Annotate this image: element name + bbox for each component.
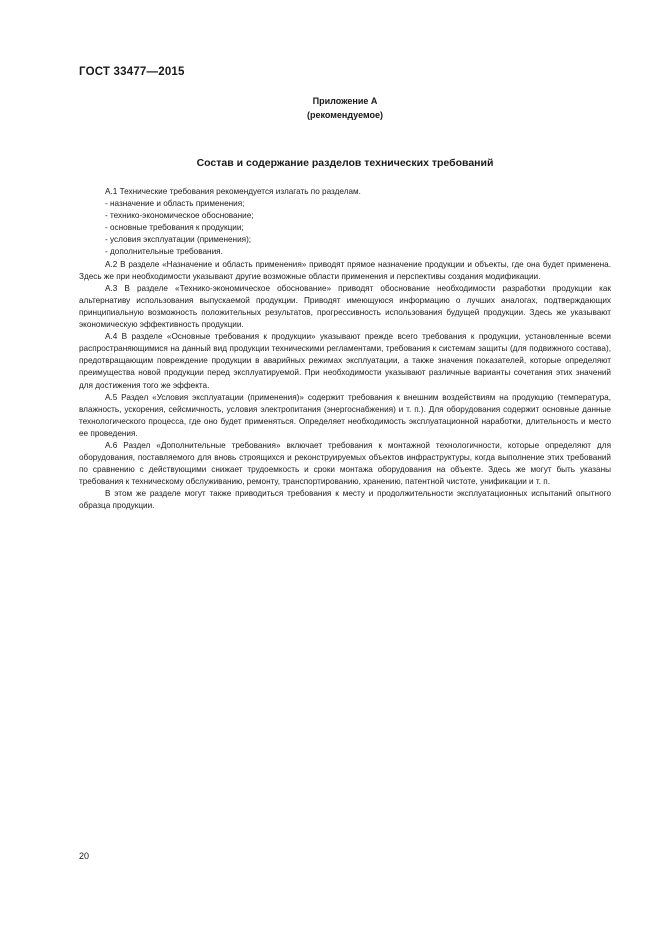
paragraph-a2: А.2 В разделе «Назначение и область применения» приводят прямое назначение продукции и объекты, где она будет применена. Здесь же при необходимости указывают другие возможные области применения и перспективы создания модификации. bbox=[79, 259, 611, 281]
section-title: Состав и содержание разделов технических требований bbox=[196, 157, 494, 169]
paragraph-a5: А.5 Раздел «Условия эксплуатации (применения)» содержит требования к внешним воздействиям на продукцию (температура, влажность, ускорения, сейсмичность, условия электропитания (энергоснабжения) и т. п.). Для оборудования содержит основные данные технологического процесса, где оно будет применяться. Определяет необходимость эксплуатационной наработки, длительность и место ее проведения. bbox=[79, 392, 611, 438]
appendix-subtitle: (рекомендуемое) bbox=[307, 110, 383, 120]
sections-list bbox=[79, 198, 611, 258]
paragraph-a1: А.1 Технические требования рекомендуется излагать по разделам. bbox=[105, 187, 361, 196]
list-item: - условия эксплуатации (применения); bbox=[105, 235, 252, 245]
list-item: - технико-экономическое обоснование; bbox=[105, 211, 254, 221]
body-text bbox=[79, 186, 611, 513]
list-item: - основные требования к продукции; bbox=[105, 223, 244, 233]
appendix-title: Приложение А bbox=[312, 96, 378, 106]
paragraph-a6: А.6 Раздел «Дополнительные требования» включает требования к монтажной технологичности, которые определяют для оборудования, поставляемого для вновь строящихся и реконструируемых объектов инфраструктуры, когда выполнение этих требований по сравнению с действующими снижает трудоемкость и сроки монтажа оборудования на объекте. Здесь же могут быть указаны требования к техническому обслуживанию, ремонту, транспортированию, хранению, патентной чистоте, унификации и т. п. bbox=[79, 440, 611, 487]
paragraph-a4: А.4 В разделе «Основные требования к продукции» указывают прежде всего требования к продукции, установленные всеми распространяющимися на данный вид продукции техническими регламентами, требования к системам защиты (для подвижного состава), предотвращающим повреждение продукции в аварийных режимах эксплуатации, а также значения показателей, которые определяют преимущества новой продукции перед эксплуатируемой. При необходимости указывают различные варианты сочетания этих значений для достижения того же эффекта. bbox=[79, 332, 611, 390]
appendix-heading bbox=[79, 94, 611, 122]
page-number: 20 bbox=[79, 851, 90, 861]
paragraph-a3: А.3 В разделе «Технико-экономическое обоснование» приводят обоснование необходимости разработки продукции как альтернативу использования выпускаемой продукции. Приводят имеющуюся информацию о лучших аналогах, подтверждающих принципиальную возможность положительных результатов, прогрессивность использования будущей продукции. Здесь же указывают экономическую эффективность продукции. bbox=[79, 283, 611, 330]
list-item: - дополнительные требования. bbox=[105, 247, 223, 257]
document-code: ГОСТ 33477—2015 bbox=[79, 66, 185, 78]
paragraph-closing: В этом же разделе могут также приводиться требования к месту и продолжительности эксплуатационных испытаний опытного образца продукции. bbox=[79, 489, 611, 511]
list-item: - назначение и область применения; bbox=[105, 199, 245, 209]
